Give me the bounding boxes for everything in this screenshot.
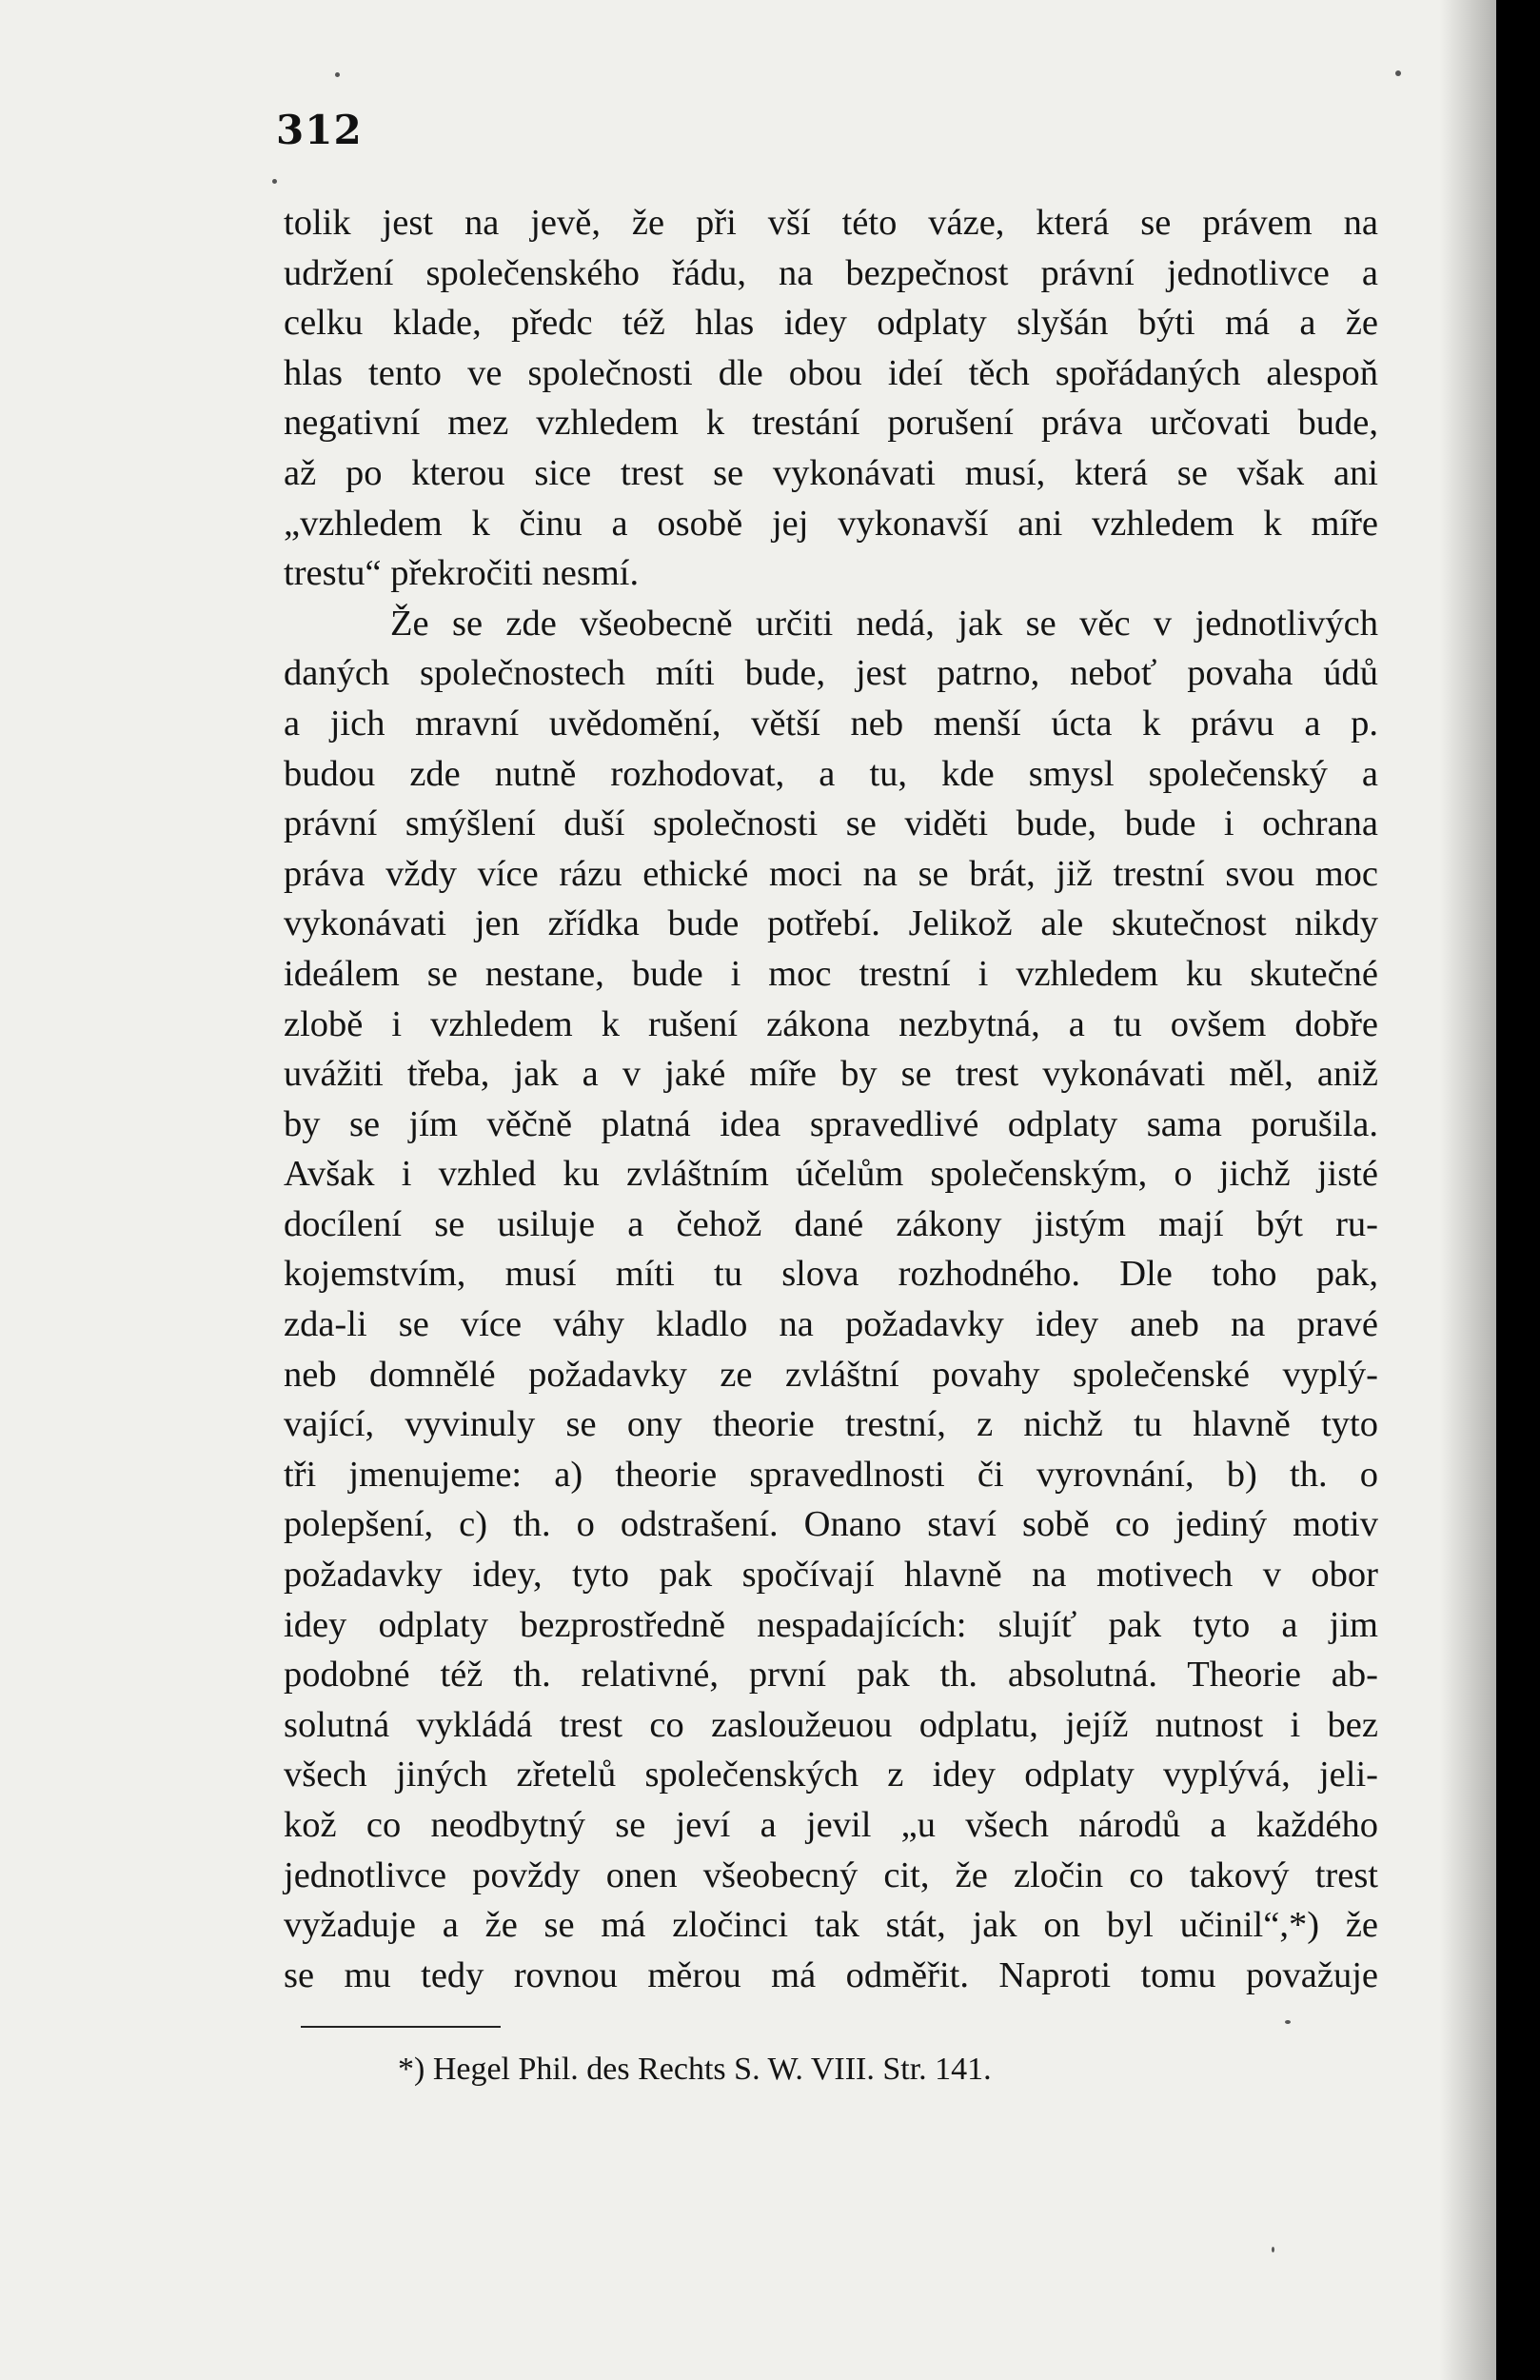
text-line: celku klade, předc též hlas idey odplaty slyšán býti má a že bbox=[284, 303, 1378, 344]
scan-speck bbox=[1285, 2020, 1291, 2024]
text-line: ideálem se nestane, bude i moc trestní i vzhledem ku skutečné bbox=[284, 953, 1378, 994]
text-line: idey odplaty bezprostředně nespadajících: slujíť pak tyto a jim bbox=[284, 1604, 1378, 1645]
text-line: Že se zde všeobecně určiti nedá, jak se věc v jednotlivých bbox=[390, 603, 1378, 644]
text-line: trestu“ překročiti nesmí. bbox=[284, 553, 640, 594]
text-line: podobné též th. relativné, první pak th. absolutná. Theorie ab- bbox=[284, 1655, 1378, 1696]
text-line: tři jmenujeme: a) theorie spravedlnosti či vyrovnání, b) th. o bbox=[284, 1454, 1378, 1495]
page-number: 312 bbox=[276, 107, 363, 153]
text-line: a jich mravní uvědomění, větší neb menší úcta k právu a p. bbox=[284, 703, 1378, 744]
text-line: kož co neodbytný se jeví a jevil „u všech národů a každého bbox=[284, 1805, 1378, 1845]
text-line: uvážiti třeba, jak a v jaké míře by se trest vykonávati měl, aniž bbox=[284, 1054, 1378, 1095]
text-line: „vzhledem k činu a osobě jej vykonavší ani vzhledem k míře bbox=[284, 503, 1378, 544]
body-text bbox=[284, 198, 1378, 2000]
footnote-rule bbox=[301, 2026, 501, 2028]
text-line: Avšak i vzhled ku zvláštním účelům společenským, o jichž jisté bbox=[284, 1154, 1378, 1195]
text-line: vající, vyvinuly se ony theorie trestní, z nichž tu hlavně tyto bbox=[284, 1404, 1378, 1445]
text-line: všech jiných zřetelů společenských z idey odplaty vyplývá, jeli- bbox=[284, 1755, 1378, 1795]
text-line: docílení se usiluje a čehož dané zákony jistým mají být ru- bbox=[284, 1203, 1378, 1244]
text-line: se mu tedy rovnou měrou má odměřit. Naproti tomu považuje bbox=[284, 1954, 1378, 1995]
scan-speck bbox=[272, 179, 277, 184]
text-line: kojemstvím, musí míti tu slova rozhodného. Dle toho pak, bbox=[284, 1254, 1378, 1295]
text-line: by se jím věčně platná idea spravedlivé odplaty sama porušila. bbox=[284, 1103, 1378, 1144]
text-line: negativní mez vzhledem k trestání porušení práva určovati bude, bbox=[284, 403, 1378, 444]
text-line: jednotlivce povždy onen všeobecný cit, že zločin co takový trest bbox=[284, 1854, 1378, 1895]
text-line: práva vždy více rázu ethické moci na se brát, již trestní svou moc bbox=[284, 853, 1378, 894]
text-line: neb domnělé požadavky ze zvláštní povahy společenské vyplý- bbox=[284, 1354, 1378, 1395]
text-line: udržení společenského řádu, na bezpečnost právní jednotlivce a bbox=[284, 252, 1378, 293]
text-line: právní smýšlení duší společnosti se viděti bude, bude i ochrana bbox=[284, 803, 1378, 844]
text-line: požadavky idey, tyto pak spočívají hlavně na motivech v obor bbox=[284, 1555, 1378, 1596]
text-line: zda-li se více váhy kladlo na požadavky idey aneb na pravé bbox=[284, 1304, 1378, 1345]
text-line: tolik jest na jevě, že při vší této váze, která se právem na bbox=[284, 203, 1378, 243]
scan-speck bbox=[1272, 2247, 1274, 2252]
footnote: *) Hegel Phil. des Rechts S. W. VIII. Str. 141. bbox=[398, 2052, 992, 2087]
text-line: daných společnostech míti bude, jest patrno, neboť povaha údů bbox=[284, 653, 1378, 694]
text-line: polepšení, c) th. o odstrašení. Onano staví sobě co jediný motiv bbox=[284, 1504, 1378, 1545]
text-line: vyžaduje a že se má zločinci tak stát, jak on byl učinil“,*) že bbox=[284, 1905, 1378, 1946]
text-line: vykonávati jen zřídka bude potřebí. Jelikož ale skutečnost nikdy bbox=[284, 903, 1378, 944]
scan-speck bbox=[1395, 70, 1401, 76]
text-line: budou zde nutně rozhodovat, a tu, kde smysl společenský a bbox=[284, 753, 1378, 794]
page-edge-shadow bbox=[1439, 0, 1496, 2380]
text-line: zlobě i vzhledem k rušení zákona nezbytná, a tu ovšem dobře bbox=[284, 1003, 1378, 1044]
text-line: hlas tento ve společnosti dle obou ideí těch spořádaných alespoň bbox=[284, 352, 1378, 393]
text-line: až po kterou sice trest se vykonávati musí, která se však ani bbox=[284, 452, 1378, 493]
scan-speck bbox=[335, 72, 340, 77]
text-line: solutná vykládá trest co zasloužeuou odplatu, jejíž nutnost i bez bbox=[284, 1704, 1378, 1745]
